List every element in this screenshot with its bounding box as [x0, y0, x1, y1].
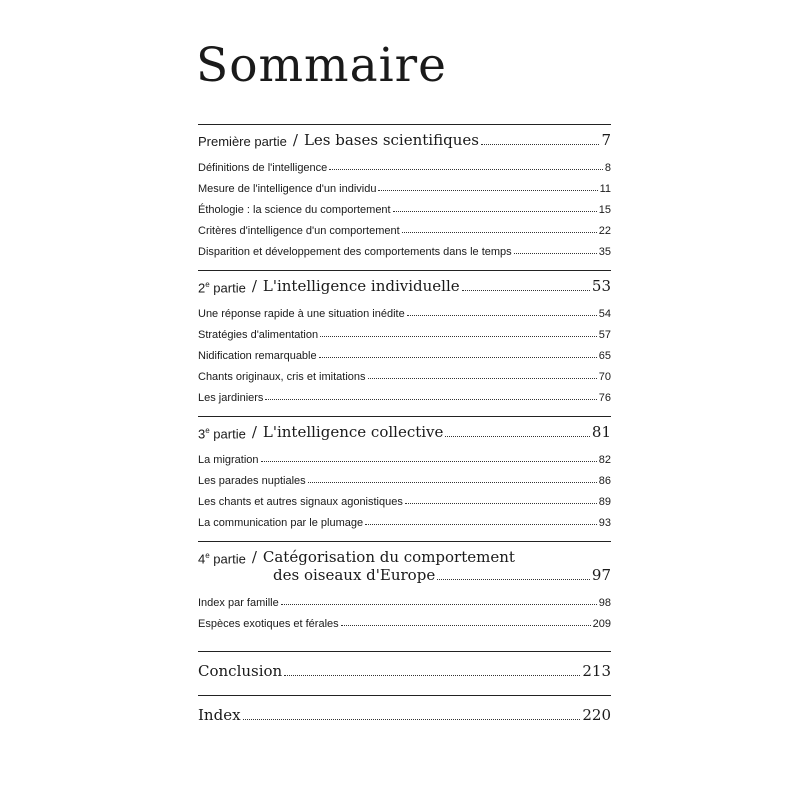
- leader-dots: [261, 461, 597, 462]
- toc-entry[interactable]: [198, 195, 611, 216]
- entry-title: Les jardiniers: [198, 392, 264, 404]
- divider: [198, 416, 611, 417]
- part-page: 81: [591, 423, 611, 441]
- toc-entry[interactable]: [198, 383, 611, 404]
- leader-dots: [281, 604, 597, 605]
- entry-title: Index par famille: [198, 597, 279, 609]
- index-page: 220: [582, 706, 611, 724]
- entry-page: 35: [598, 246, 611, 258]
- toc-entry[interactable]: [198, 487, 611, 508]
- entry-title: Espèces exotiques et férales: [198, 618, 339, 630]
- divider: [198, 270, 611, 271]
- part-label: 2e partie: [198, 279, 246, 295]
- leader-dots: [402, 232, 597, 233]
- entry-title: Une réponse rapide à une situation inédite: [198, 308, 405, 320]
- toc-entry[interactable]: [198, 299, 611, 320]
- entry-page: 54: [598, 308, 611, 320]
- part-page: 97: [591, 566, 611, 584]
- divider: [198, 695, 611, 696]
- index-section: [198, 695, 611, 724]
- separator-slash: /: [251, 277, 257, 295]
- toc-entry[interactable]: [198, 362, 611, 383]
- entry-page: 57: [598, 329, 611, 341]
- part-heading[interactable]: [198, 548, 611, 566]
- part-title: Les bases scientifiques: [303, 131, 479, 149]
- divider: [198, 124, 611, 125]
- part-heading-continuation[interactable]: [198, 566, 611, 584]
- entry-page: 89: [598, 496, 611, 508]
- index-heading[interactable]: [198, 706, 611, 724]
- leader-dots: [405, 503, 597, 504]
- leader-dots: [445, 436, 590, 437]
- toc-entry[interactable]: [198, 341, 611, 362]
- entry-title: La communication par le plumage: [198, 517, 364, 529]
- leader-dots: [514, 253, 597, 254]
- toc-entry[interactable]: [198, 174, 611, 195]
- index-title: Index: [198, 706, 241, 724]
- conclusion-section: [198, 651, 611, 680]
- separator-slash: /: [251, 423, 257, 441]
- part-page: 53: [591, 277, 611, 295]
- entry-title: Disparition et développement des comportements dans le temps: [198, 246, 512, 258]
- divider: [198, 651, 611, 652]
- leader-dots: [284, 675, 580, 676]
- part-heading[interactable]: [198, 277, 611, 295]
- entry-page: 209: [592, 618, 611, 630]
- part-label: Première partie: [198, 134, 287, 149]
- conclusion-heading[interactable]: [198, 662, 611, 680]
- entry-title: Critères d'intelligence d'un comportement: [198, 225, 400, 237]
- conclusion-title: Conclusion: [198, 662, 283, 680]
- entry-page: 65: [598, 350, 611, 362]
- entry-title: Les chants et autres signaux agonistiques: [198, 496, 403, 508]
- entry-title: Les parades nuptiales: [198, 475, 306, 487]
- part-heading[interactable]: [198, 131, 611, 149]
- entry-title: Stratégies d'alimentation: [198, 329, 319, 341]
- leader-dots: [243, 719, 581, 720]
- part-heading[interactable]: [198, 423, 611, 441]
- toc-entry[interactable]: [198, 237, 611, 258]
- leader-dots: [341, 625, 591, 626]
- leader-dots: [368, 378, 597, 379]
- part-title: L'intelligence individuelle: [262, 277, 460, 295]
- toc-entry[interactable]: [198, 216, 611, 237]
- leader-dots: [481, 144, 600, 145]
- part-title: L'intelligence collective: [262, 423, 444, 441]
- entry-page: 11: [599, 183, 611, 195]
- part-label: 3e partie: [198, 425, 246, 441]
- leader-dots: [437, 579, 590, 580]
- leader-dots: [378, 190, 597, 191]
- toc-entry[interactable]: [198, 153, 611, 174]
- part-label: 4e partie: [198, 550, 246, 566]
- leader-dots: [320, 336, 597, 337]
- entry-title: Éthologie : la science du comportement: [198, 204, 391, 216]
- part-2: [198, 270, 611, 404]
- leader-dots: [329, 169, 603, 170]
- entry-page: 22: [598, 225, 611, 237]
- part-page: 7: [601, 131, 611, 149]
- toc-entry[interactable]: [198, 508, 611, 529]
- leader-dots: [319, 357, 597, 358]
- toc-entry[interactable]: [198, 445, 611, 466]
- page-title: Sommaire: [196, 38, 447, 93]
- entry-title: Nidification remarquable: [198, 350, 317, 362]
- entry-page: 15: [598, 204, 611, 216]
- entry-page: 70: [598, 371, 611, 383]
- entry-page: 98: [598, 597, 611, 609]
- part-4: [198, 541, 611, 630]
- toc-entry[interactable]: [198, 466, 611, 487]
- entry-title: La migration: [198, 454, 259, 466]
- separator-slash: /: [292, 131, 298, 149]
- part-1: [198, 124, 611, 258]
- leader-dots: [462, 290, 590, 291]
- leader-dots: [365, 524, 597, 525]
- entry-page: 76: [598, 392, 611, 404]
- separator-slash: /: [251, 548, 257, 566]
- entry-title: Définitions de l'intelligence: [198, 162, 328, 174]
- leader-dots: [393, 211, 597, 212]
- entry-page: 82: [598, 454, 611, 466]
- leader-dots: [407, 315, 597, 316]
- entry-title: Chants originaux, cris et imitations: [198, 371, 366, 383]
- toc-entry[interactable]: [198, 588, 611, 609]
- conclusion-page: 213: [582, 662, 611, 680]
- entry-page: 8: [604, 162, 611, 174]
- leader-dots: [308, 482, 597, 483]
- leader-dots: [265, 399, 596, 400]
- toc-entry[interactable]: [198, 609, 611, 630]
- entry-page: 86: [598, 475, 611, 487]
- entry-title: Mesure de l'intelligence d'un individu: [198, 183, 377, 195]
- part-title-line-1: Catégorisation du comportement: [262, 548, 515, 566]
- part-3: [198, 416, 611, 529]
- entry-page: 93: [598, 517, 611, 529]
- toc-entry[interactable]: [198, 320, 611, 341]
- part-title-line-2: des oiseaux d'Europe: [273, 566, 436, 584]
- divider: [198, 541, 611, 542]
